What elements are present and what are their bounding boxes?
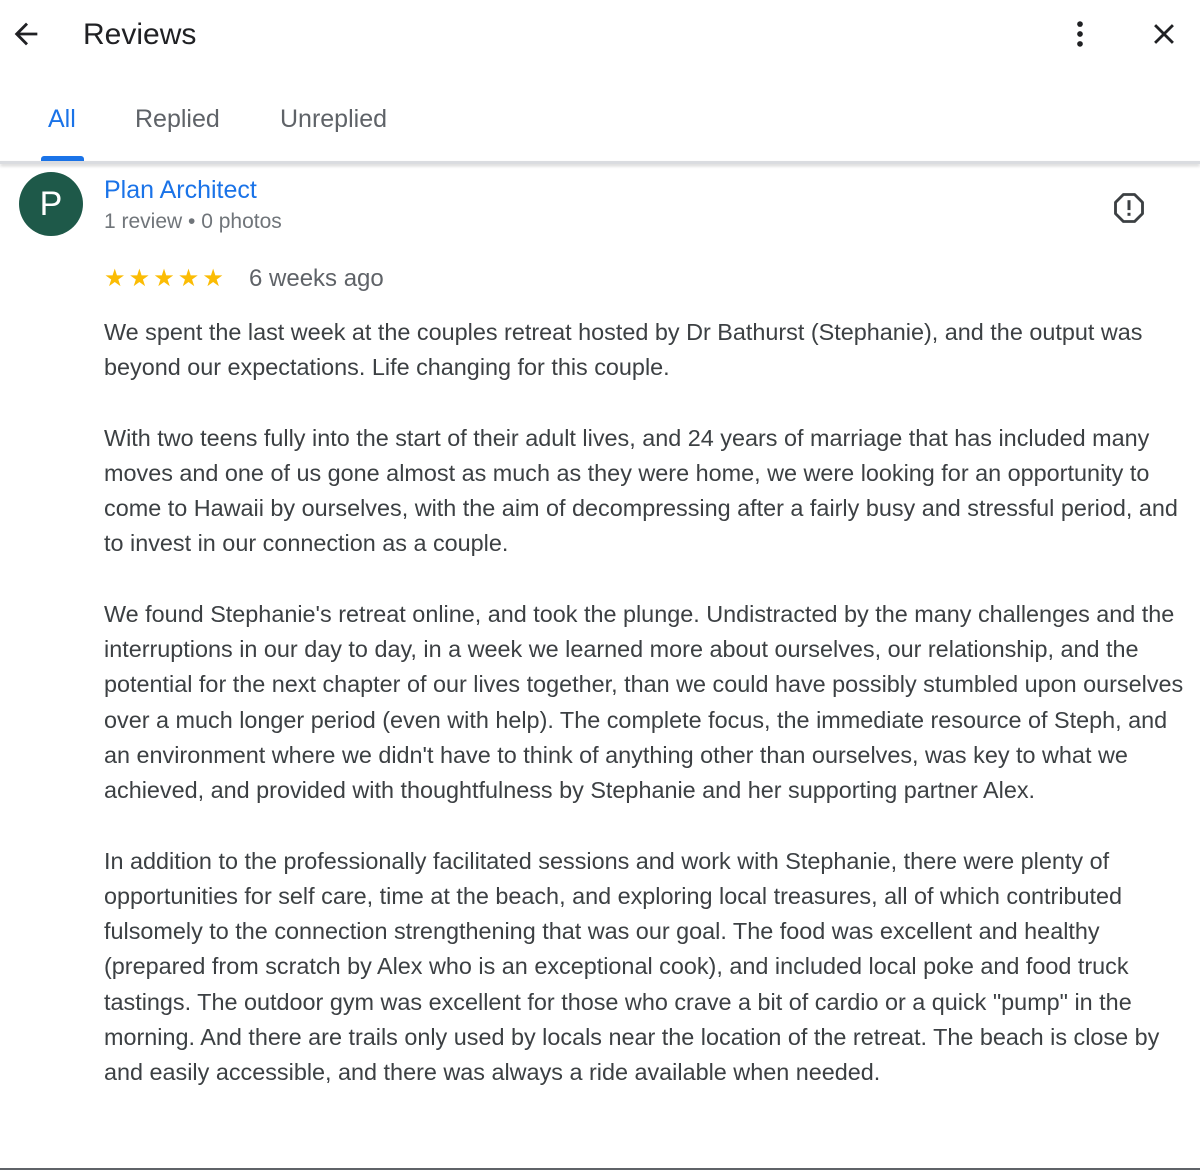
page-title: Reviews: [83, 18, 197, 51]
back-button[interactable]: [4, 12, 48, 56]
tab-unreplied[interactable]: Unreplied: [280, 105, 388, 133]
close-icon: [1147, 17, 1181, 51]
star-icon: ★: [104, 265, 126, 292]
star-rating: [104, 264, 227, 294]
review-paragraph: We found Stephanie's retreat online, and took the plunge. Undistracted by the many challenges and the interruptions in our day to day, in a week we learned more about ourselves, our relationship, and the potential for the next chapter of our lives together, than we could have possibly stumbled upon ourselves over a much longer period (even with help). The complete focus, the immediate resource of Steph, and an environment where we didn't have to think of anything other than ourselves, was key to what we achieved, and provided with thoughtfulness by Stephanie and her supporting partner Alex.: [104, 600, 1184, 804]
star-icon: ★: [153, 265, 175, 292]
star-icon: ★: [177, 265, 200, 292]
avatar[interactable]: P: [19, 172, 83, 236]
review-paragraph: We spent the last week at the couples retreat hosted by Dr Bathurst (Stephanie), and the output was beyond our expectations. Life changing for this couple.: [104, 319, 1143, 381]
star-icon: ★: [202, 265, 224, 292]
more-options-button[interactable]: [1058, 12, 1102, 56]
bottom-divider: [0, 1168, 1200, 1170]
review-filter-tabs: [0, 92, 1200, 162]
close-button[interactable]: [1142, 12, 1186, 56]
star-icon: ★: [128, 265, 151, 292]
app-header: [0, 0, 1200, 72]
arrow-left-icon: [9, 17, 43, 51]
report-review-button[interactable]: [1106, 186, 1152, 230]
review-text: [104, 315, 1194, 1126]
more-vert-icon: [1063, 17, 1097, 51]
review-paragraph: With two teens fully into the start of their adult lives, and 24 years of marriage that has included many moves and one of us gone almost as much as they were home, we were looking for an opportunity to come to Hawaii by ourselves, with the aim of decompressing after a fairly busy and stressful period, and to invest in our connection as a couple.: [104, 424, 1178, 557]
reviewer-meta: 1 review • 0 photos: [104, 210, 282, 233]
tabs-divider: [0, 161, 1200, 164]
review-paragraph: In addition to the professionally facilitated sessions and work with Stephanie, there were plenty of opportunities for self care, time at the beach, and exploring local treasures, all of which contributed fulsomely to the connection strengthening that was our goal. The food was excellent and healthy (prepared from scratch by Alex who is an exceptional cook), and included local poke and food truck tastings. The outdoor gym was excellent for those who crave a bit of cardio or a quick "pump" in the morning. And there are trails only used by locals near the location of the retreat. The beach is close by and easily accessible, and there was always a ride available when needed.: [104, 847, 1160, 1086]
report-icon: [1111, 190, 1147, 226]
reviewer-name[interactable]: Plan Architect: [104, 176, 257, 204]
tab-replied[interactable]: Replied: [135, 105, 220, 133]
tab-all[interactable]: All: [48, 105, 76, 133]
review-time: 6 weeks ago: [249, 265, 384, 292]
